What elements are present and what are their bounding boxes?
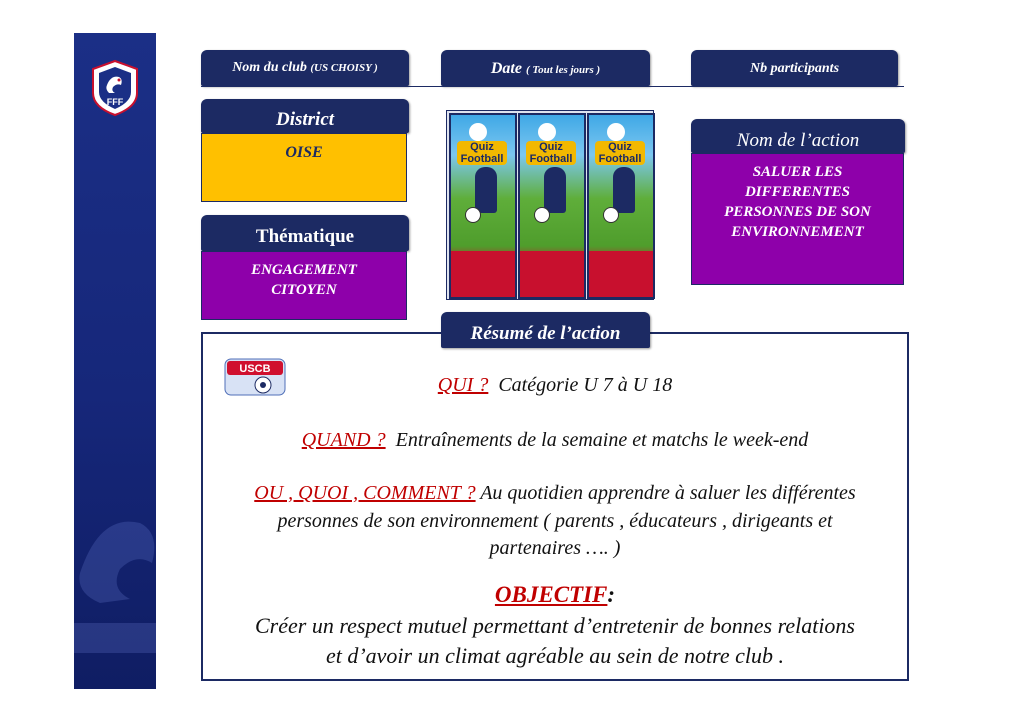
ou-line bbox=[203, 482, 907, 505]
quiz-card bbox=[449, 113, 517, 299]
fff-badge-icon bbox=[469, 123, 487, 141]
club-value-text: (US CHOISY ) bbox=[310, 62, 378, 74]
thematique-value-line1: ENGAGEMENT bbox=[251, 262, 357, 278]
district-value-box bbox=[201, 133, 407, 202]
quiz-line2: Football bbox=[460, 153, 504, 165]
thematique-label bbox=[201, 215, 409, 251]
date-label bbox=[441, 50, 650, 86]
ou-text1: Au quotidien apprendre à saluer les différentes bbox=[480, 482, 856, 504]
date-value-text: ( Tout les jours ) bbox=[525, 64, 601, 76]
thematique-value-line2: CITOYEN bbox=[271, 282, 337, 298]
action-name-label bbox=[691, 119, 905, 153]
card-band bbox=[451, 251, 515, 287]
date-label-text: Date bbox=[490, 60, 522, 77]
player-icon bbox=[544, 167, 566, 213]
card-band bbox=[520, 251, 584, 287]
club-label-text: Nom du club bbox=[232, 60, 307, 75]
objectif-label: OBJECTIF bbox=[494, 582, 608, 607]
club-name-label bbox=[201, 50, 409, 86]
quiz-cards-image bbox=[446, 110, 654, 300]
sidebar bbox=[74, 33, 156, 689]
ou-text2: personnes de son environnement ( parents , éducateurs , dirigeants et bbox=[277, 510, 833, 532]
quiz-line1: Quiz bbox=[608, 141, 632, 153]
qui-label: QUI ? bbox=[437, 374, 489, 396]
objectif-text1: Créer un respect mutuel permettant d’entretenir de bonnes relations bbox=[255, 613, 855, 638]
summary-box bbox=[201, 332, 909, 681]
action-line2: DIFFERENTES bbox=[744, 184, 851, 200]
ball-icon bbox=[465, 207, 481, 223]
participants-label bbox=[691, 50, 898, 86]
fff-logo bbox=[89, 59, 141, 117]
quiz-title bbox=[595, 141, 645, 165]
quiz-card bbox=[587, 113, 655, 299]
thematique-value-box bbox=[201, 251, 407, 320]
quiz-line1: Quiz bbox=[470, 141, 494, 153]
ou-label: OU , QUOI , COMMENT ? bbox=[254, 482, 476, 504]
qui-text: Catégorie U 7 à U 18 bbox=[498, 374, 673, 396]
district-label-text: District bbox=[275, 109, 335, 130]
fff-badge-icon bbox=[538, 123, 556, 141]
objectif-text2: et d’avoir un climat agréable au sein de notre club . bbox=[325, 643, 785, 668]
objectif-line2 bbox=[203, 643, 907, 669]
player-icon bbox=[613, 167, 635, 213]
action-line3: PERSONNES DE SON bbox=[724, 204, 871, 220]
quand-label: QUAND ? bbox=[301, 429, 386, 451]
action-label-text: Nom de l’action bbox=[736, 130, 860, 151]
qui-line bbox=[203, 374, 907, 397]
district-label bbox=[201, 99, 409, 133]
summary-title bbox=[441, 312, 650, 348]
quiz-title bbox=[526, 141, 576, 165]
rooster-watermark-icon bbox=[74, 453, 156, 653]
header-divider bbox=[201, 86, 904, 87]
ball-icon bbox=[603, 207, 619, 223]
objectif-line1 bbox=[203, 613, 907, 639]
ball-icon bbox=[534, 207, 550, 223]
usc-club-logo bbox=[223, 355, 287, 399]
ou-text3: partenaires …. ) bbox=[489, 537, 621, 559]
player-icon bbox=[475, 167, 497, 213]
thematique-label-text: Thématique bbox=[255, 226, 355, 247]
quiz-line1: Quiz bbox=[539, 141, 563, 153]
card-band bbox=[589, 251, 653, 287]
quiz-line2: Football bbox=[598, 153, 642, 165]
objectif-colon: : bbox=[607, 582, 616, 607]
ou-line2 bbox=[203, 510, 907, 533]
quand-text: Entraînements de la semaine et matchs le week-end bbox=[395, 429, 809, 451]
quiz-line2: Football bbox=[529, 153, 573, 165]
quand-line bbox=[203, 429, 907, 452]
objectif-heading bbox=[203, 582, 907, 608]
summary-title-text: Résumé de l’action bbox=[470, 323, 621, 344]
action-line1: SALUER LES bbox=[752, 164, 843, 180]
participants-label-text: Nb participants bbox=[749, 61, 840, 76]
district-value: OISE bbox=[285, 144, 323, 161]
quiz-title bbox=[457, 141, 507, 165]
fff-badge-icon bbox=[607, 123, 625, 141]
action-name-box bbox=[691, 153, 904, 285]
ou-line3 bbox=[203, 537, 907, 560]
quiz-card bbox=[518, 113, 586, 299]
usc-logo-text: USCB bbox=[239, 363, 271, 375]
action-line4: ENVIRONNEMENT bbox=[731, 224, 864, 240]
logo-text: FFF bbox=[106, 97, 124, 107]
